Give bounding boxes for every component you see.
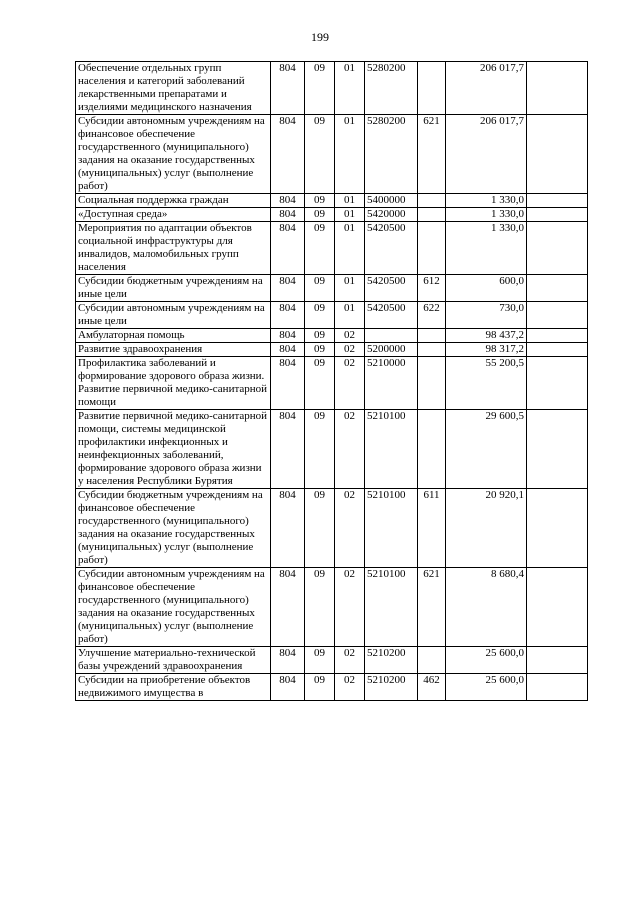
row-expense-type-cell: 621 bbox=[418, 568, 446, 647]
row-section-cell: 09 bbox=[305, 489, 335, 568]
row-subsection-cell: 02 bbox=[335, 489, 365, 568]
table-row bbox=[76, 329, 588, 343]
row-name-cell: Профилактика заболеваний и формирование здорового образа жизни. Развитие первичной медико-санитарной помощи bbox=[76, 357, 271, 410]
budget-table-body bbox=[76, 62, 588, 701]
row-amount-cell: 1 330,0 bbox=[446, 208, 527, 222]
row-target-article-cell: 5210100 bbox=[365, 568, 418, 647]
row-ministry-cell: 804 bbox=[271, 674, 305, 701]
row-target-article-cell: 5280200 bbox=[365, 115, 418, 194]
row-name-cell: Развитие здравоохранения bbox=[76, 343, 271, 357]
table-row bbox=[76, 275, 588, 302]
row-amount-cell: 29 600,5 bbox=[446, 410, 527, 489]
row-name-cell: Субсидии бюджетным учреждениям на иные цели bbox=[76, 275, 271, 302]
row-expense-type-cell: 612 bbox=[418, 275, 446, 302]
row-ministry-cell: 804 bbox=[271, 194, 305, 208]
row-name-cell: Субсидии автономным учреждениям на финансовое обеспечение государственного (муниципального) задания на оказание государственных (муниципальных) услуг (выполнение работ) bbox=[76, 568, 271, 647]
row-name-cell: Амбулаторная помощь bbox=[76, 329, 271, 343]
row-ministry-cell: 804 bbox=[271, 343, 305, 357]
row-target-article-cell: 5420500 bbox=[365, 302, 418, 329]
row-ministry-cell: 804 bbox=[271, 208, 305, 222]
row-subsection-cell: 01 bbox=[335, 115, 365, 194]
row-target-article-cell: 5400000 bbox=[365, 194, 418, 208]
row-amount-cell: 98 317,2 bbox=[446, 343, 527, 357]
row-subsection-cell: 01 bbox=[335, 275, 365, 302]
table-row bbox=[76, 222, 588, 275]
row-subsection-cell: 01 bbox=[335, 222, 365, 275]
row-empty-cell bbox=[527, 302, 588, 329]
row-section-cell: 09 bbox=[305, 208, 335, 222]
row-name-cell: «Доступная среда» bbox=[76, 208, 271, 222]
page-number: 199 bbox=[311, 30, 329, 44]
row-section-cell: 09 bbox=[305, 115, 335, 194]
row-ministry-cell: 804 bbox=[271, 222, 305, 275]
row-subsection-cell: 01 bbox=[335, 208, 365, 222]
row-expense-type-cell bbox=[418, 62, 446, 115]
row-section-cell: 09 bbox=[305, 357, 335, 410]
row-target-article-cell: 5420500 bbox=[365, 222, 418, 275]
table-row bbox=[76, 410, 588, 489]
row-target-article-cell: 5420000 bbox=[365, 208, 418, 222]
row-expense-type-cell: 622 bbox=[418, 302, 446, 329]
row-target-article-cell: 5200000 bbox=[365, 343, 418, 357]
row-expense-type-cell bbox=[418, 194, 446, 208]
row-target-article-cell: 5210200 bbox=[365, 647, 418, 674]
row-amount-cell: 206 017,7 bbox=[446, 62, 527, 115]
row-empty-cell bbox=[527, 208, 588, 222]
row-subsection-cell: 01 bbox=[335, 194, 365, 208]
row-empty-cell bbox=[527, 329, 588, 343]
row-target-article-cell: 5210000 bbox=[365, 357, 418, 410]
row-section-cell: 09 bbox=[305, 275, 335, 302]
table-row bbox=[76, 568, 588, 647]
row-expense-type-cell: 462 bbox=[418, 674, 446, 701]
table-row bbox=[76, 208, 588, 222]
row-amount-cell: 1 330,0 bbox=[446, 222, 527, 275]
budget-table bbox=[75, 61, 588, 701]
row-name-cell: Субсидии на приобретение объектов недвижимого имущества в bbox=[76, 674, 271, 701]
row-name-cell: Обеспечение отдельных групп населения и категорий заболеваний лекарственными препаратами и изделиями медицинского назначения bbox=[76, 62, 271, 115]
row-name-cell: Субсидии автономным учреждениям на иные цели bbox=[76, 302, 271, 329]
row-ministry-cell: 804 bbox=[271, 275, 305, 302]
row-section-cell: 09 bbox=[305, 194, 335, 208]
row-subsection-cell: 02 bbox=[335, 329, 365, 343]
row-ministry-cell: 804 bbox=[271, 489, 305, 568]
row-name-cell: Социальная поддержка граждан bbox=[76, 194, 271, 208]
row-subsection-cell: 01 bbox=[335, 302, 365, 329]
row-ministry-cell: 804 bbox=[271, 647, 305, 674]
row-amount-cell: 98 437,2 bbox=[446, 329, 527, 343]
row-name-cell: Субсидии бюджетным учреждениям на финансовое обеспечение государственного (муниципального) задания на оказание государственных (муниципальных) услуг (выполнение работ) bbox=[76, 489, 271, 568]
row-ministry-cell: 804 bbox=[271, 329, 305, 343]
table-row bbox=[76, 115, 588, 194]
table-row bbox=[76, 357, 588, 410]
row-amount-cell: 25 600,0 bbox=[446, 647, 527, 674]
row-empty-cell bbox=[527, 568, 588, 647]
row-empty-cell bbox=[527, 222, 588, 275]
row-name-cell: Развитие первичной медико-санитарной помощи, системы медицинской профилактики инфекционных и неинфекционных заболеваний, формирование здорового образа жизни у населения Республики Бурятия bbox=[76, 410, 271, 489]
table-row bbox=[76, 302, 588, 329]
row-amount-cell: 1 330,0 bbox=[446, 194, 527, 208]
row-expense-type-cell bbox=[418, 208, 446, 222]
row-amount-cell: 206 017,7 bbox=[446, 115, 527, 194]
row-section-cell: 09 bbox=[305, 302, 335, 329]
row-subsection-cell: 02 bbox=[335, 647, 365, 674]
row-expense-type-cell bbox=[418, 647, 446, 674]
row-section-cell: 09 bbox=[305, 329, 335, 343]
row-target-article-cell bbox=[365, 329, 418, 343]
row-subsection-cell: 02 bbox=[335, 674, 365, 701]
row-ministry-cell: 804 bbox=[271, 302, 305, 329]
row-section-cell: 09 bbox=[305, 222, 335, 275]
row-ministry-cell: 804 bbox=[271, 410, 305, 489]
row-empty-cell bbox=[527, 115, 588, 194]
row-section-cell: 09 bbox=[305, 343, 335, 357]
row-amount-cell: 20 920,1 bbox=[446, 489, 527, 568]
table-row bbox=[76, 489, 588, 568]
row-empty-cell bbox=[527, 647, 588, 674]
row-amount-cell: 25 600,0 bbox=[446, 674, 527, 701]
row-section-cell: 09 bbox=[305, 410, 335, 489]
row-subsection-cell: 02 bbox=[335, 568, 365, 647]
row-empty-cell bbox=[527, 489, 588, 568]
row-subsection-cell: 02 bbox=[335, 343, 365, 357]
row-empty-cell bbox=[527, 62, 588, 115]
row-subsection-cell: 01 bbox=[335, 62, 365, 115]
row-section-cell: 09 bbox=[305, 674, 335, 701]
row-empty-cell bbox=[527, 674, 588, 701]
row-expense-type-cell bbox=[418, 357, 446, 410]
row-ministry-cell: 804 bbox=[271, 62, 305, 115]
table-row bbox=[76, 647, 588, 674]
row-name-cell: Улучшение материально-технической базы учреждений здравоохранения bbox=[76, 647, 271, 674]
row-target-article-cell: 5420500 bbox=[365, 275, 418, 302]
row-section-cell: 09 bbox=[305, 568, 335, 647]
row-empty-cell bbox=[527, 343, 588, 357]
row-ministry-cell: 804 bbox=[271, 115, 305, 194]
row-expense-type-cell bbox=[418, 329, 446, 343]
row-ministry-cell: 804 bbox=[271, 357, 305, 410]
table-row bbox=[76, 674, 588, 701]
row-name-cell: Мероприятия по адаптации объектов социальной инфраструктуры для инвалидов, маломобильных групп населения bbox=[76, 222, 271, 275]
row-amount-cell: 600,0 bbox=[446, 275, 527, 302]
row-ministry-cell: 804 bbox=[271, 568, 305, 647]
table-row bbox=[76, 62, 588, 115]
row-section-cell: 09 bbox=[305, 62, 335, 115]
table-row bbox=[76, 194, 588, 208]
row-target-article-cell: 5210100 bbox=[365, 410, 418, 489]
row-empty-cell bbox=[527, 357, 588, 410]
row-subsection-cell: 02 bbox=[335, 357, 365, 410]
row-name-cell: Субсидии автономным учреждениям на финансовое обеспечение государственного (муниципального) задания на оказание государственных (муниципальных) услуг (выполнение работ) bbox=[76, 115, 271, 194]
row-empty-cell bbox=[527, 275, 588, 302]
row-expense-type-cell bbox=[418, 222, 446, 275]
row-subsection-cell: 02 bbox=[335, 410, 365, 489]
row-expense-type-cell bbox=[418, 410, 446, 489]
row-empty-cell bbox=[527, 194, 588, 208]
row-amount-cell: 730,0 bbox=[446, 302, 527, 329]
table-row bbox=[76, 343, 588, 357]
row-target-article-cell: 5210100 bbox=[365, 489, 418, 568]
row-target-article-cell: 5210200 bbox=[365, 674, 418, 701]
row-expense-type-cell: 611 bbox=[418, 489, 446, 568]
row-section-cell: 09 bbox=[305, 647, 335, 674]
row-empty-cell bbox=[527, 410, 588, 489]
row-amount-cell: 55 200,5 bbox=[446, 357, 527, 410]
row-amount-cell: 8 680,4 bbox=[446, 568, 527, 647]
row-expense-type-cell bbox=[418, 343, 446, 357]
row-target-article-cell: 5280200 bbox=[365, 62, 418, 115]
row-expense-type-cell: 621 bbox=[418, 115, 446, 194]
